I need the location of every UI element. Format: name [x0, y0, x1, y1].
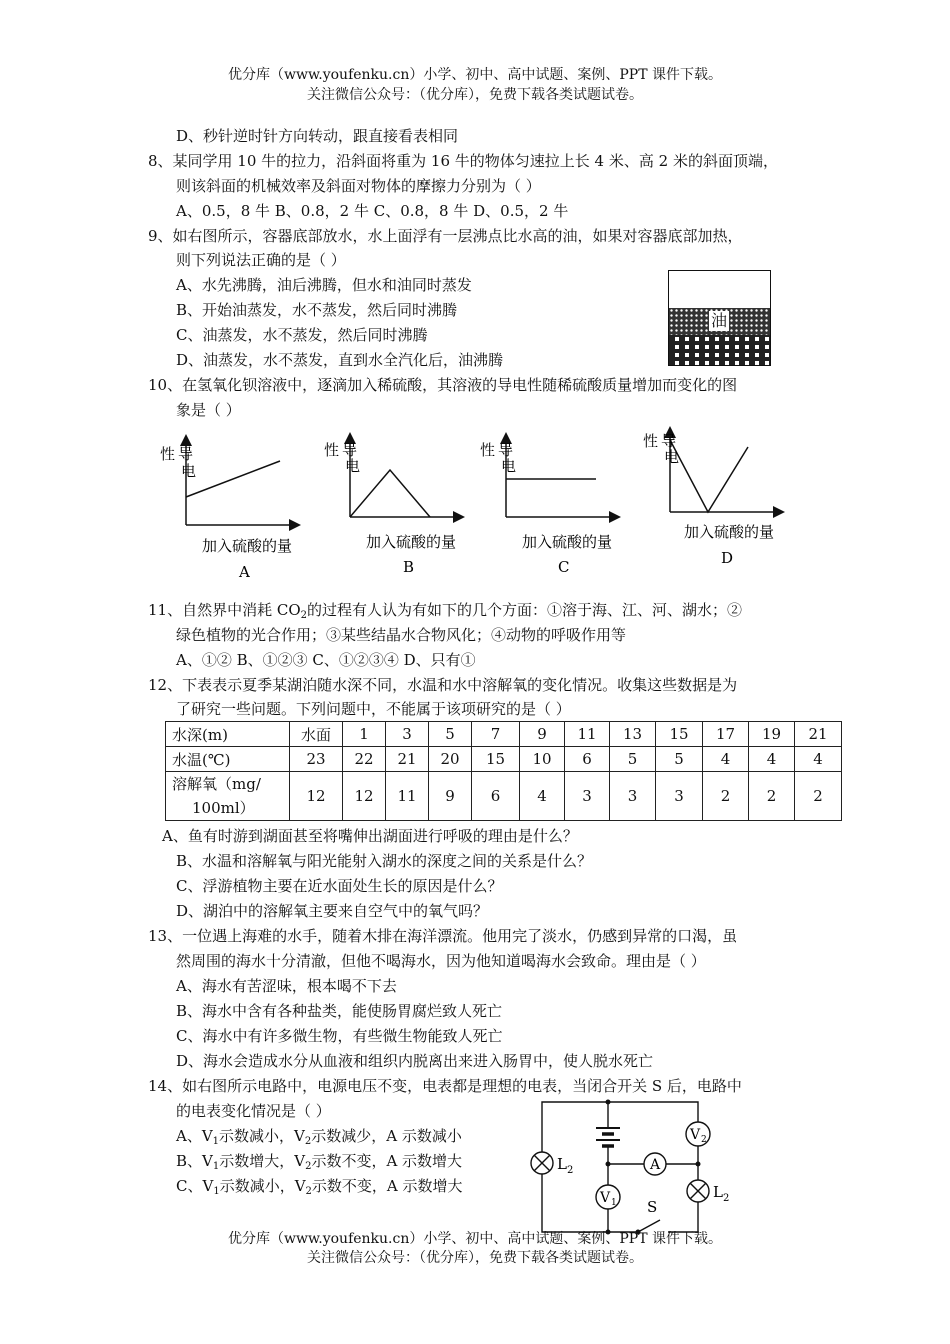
graph-d-letter: D	[721, 549, 734, 567]
table-cell: 21	[386, 747, 429, 772]
q11-line1-pre: 11、自然界中消耗 CO	[148, 601, 301, 619]
table-cell: 5	[429, 722, 472, 747]
voltmeter-2-label: V	[690, 1127, 701, 1143]
q14-option-a-text: 示数减小，V	[219, 1127, 305, 1145]
q14-option-a-sub: 1	[212, 1136, 220, 1147]
graph-a	[160, 437, 298, 581]
q14-option-c-text: 示数减小，V	[219, 1177, 306, 1195]
table-head-oxygen-line1: 溶解氧（mg/	[172, 775, 261, 793]
q8-options: A、0.5，8 牛 B、0.8，2 牛 C、0.8，8 牛 D、0.5，2 牛	[176, 202, 569, 220]
graph-c-ylabel-left: 性	[480, 441, 496, 459]
q14-option-c-sub: 1	[213, 1186, 220, 1197]
table-cell: 12	[290, 772, 343, 821]
table-cell: 6	[565, 747, 610, 772]
table-cell: 20	[429, 747, 472, 772]
lamp-right-label: L	[713, 1183, 723, 1201]
conductivity-graphs	[140, 425, 820, 585]
table-cell: 7	[472, 722, 520, 747]
graph-d-ylabel-top: 导	[661, 432, 677, 450]
table-cell: 4	[520, 772, 565, 821]
q14-option-a	[176, 1125, 462, 1153]
oil-label: 油	[711, 311, 728, 330]
table-cell: 2	[749, 772, 795, 821]
graph-d-ylabel-left: 性	[643, 432, 659, 450]
voltmeter-1-label: V	[600, 1190, 611, 1206]
lamp-left-sub: 2	[567, 1165, 574, 1176]
table-row-oxygen	[166, 772, 842, 821]
battery-icon	[596, 1128, 620, 1146]
table-cell: 12	[343, 772, 386, 821]
q14-option-c-text: C、V	[176, 1177, 214, 1195]
table-row-temp	[166, 747, 842, 772]
table-cell: 17	[703, 722, 749, 747]
table-cell: 11	[565, 722, 610, 747]
q10-line1: 10、在氢氧化钡溶液中，逐滴加入稀硫酸，其溶液的导电性随稀硫酸质量增加而变化的图	[148, 376, 738, 394]
graph-d-xlabel: 加入硫酸的量	[684, 523, 775, 541]
table-cell: 4	[703, 747, 749, 772]
table-cell: 5	[610, 747, 656, 772]
table-row-depth	[166, 722, 842, 747]
graph-a-ylabel-bottom: 电	[181, 462, 197, 480]
q12-option-b: B、水温和溶解氧与阳光能射入湖水的深度之间的关系是什么？	[176, 852, 593, 870]
q14-option-a-text: A、V	[176, 1127, 213, 1145]
q14-option-b-text: 示数增大，V	[219, 1152, 306, 1170]
q8-line2: 则该斜面的机械效率及斜面对物体的摩擦力分别为（ ）	[176, 177, 541, 195]
page-footer-line2: 关注微信公众号：（优分库），免费下载各类试题试卷。	[307, 1250, 643, 1266]
table-cell: 水面	[290, 722, 343, 747]
q13-line2: 然周围的海水十分清澈，但他不喝海水，因为他知道喝海水会致命。理由是（ ）	[176, 952, 706, 970]
table-cell: 2	[703, 772, 749, 821]
table-cell: 11	[386, 772, 429, 821]
q7-option-d: D、秒针逆时针方向转动，跟直接看表相同	[176, 127, 459, 145]
q12-option-d: D、湖泊中的溶解氧主要来自空气中的氧气吗？	[176, 902, 489, 920]
q13-option-c: C、海水中有许多微生物，有些微生物能致人死亡	[176, 1027, 503, 1045]
graph-b-ylabel-left: 性	[324, 441, 340, 459]
graph-d	[643, 429, 782, 567]
q14-option-c-sub: 2	[305, 1186, 312, 1197]
table-cell: 9	[520, 722, 565, 747]
q9-option-a: A、水先沸腾，油后沸腾，但水和油同时蒸发	[176, 276, 472, 294]
ammeter-label: A	[650, 1157, 661, 1173]
graph-b-ylabel-bottom: 电	[345, 457, 361, 475]
lamp-left-label: L	[557, 1155, 567, 1173]
graph-b-xlabel: 加入硫酸的量	[366, 533, 457, 551]
table-cell: 10	[520, 747, 565, 772]
q14-option-b-sub: 2	[305, 1161, 312, 1172]
q14-option-b-text: B、V	[176, 1152, 213, 1170]
q12-option-c: C、浮游植物主要在近水面处生长的原因是什么？	[176, 877, 503, 895]
graph-a-xlabel: 加入硫酸的量	[202, 537, 293, 555]
table-cell: 6	[472, 772, 520, 821]
table-cell: 5	[656, 747, 703, 772]
q13-line1: 13、一位遇上海难的水手，随着木排在海洋漂流。他用完了淡水，仍感到异常的口渴，虽	[148, 927, 738, 945]
q14-option-b	[176, 1150, 462, 1178]
graph-d-line	[670, 440, 748, 512]
page-header-line1: 优分库（www.youfenku.cn）小学、初中、高中试题、案例、PPT 课件下载。	[227, 67, 722, 83]
table-cell: 19	[749, 722, 795, 747]
table-cell: 3	[656, 772, 703, 821]
graph-a-ylabel-top: 导	[178, 445, 194, 463]
q14-option-c	[176, 1175, 463, 1203]
graph-c-letter: C	[558, 558, 570, 576]
q9-line1: 9、如右图所示，容器底部放水，水上面浮有一层沸点比水高的油，如果对容器底部加热，	[148, 227, 743, 245]
table-cell: 3	[565, 772, 610, 821]
graph-c-xlabel: 加入硫酸的量	[522, 533, 613, 551]
q9-option-c: C、油蒸发，水不蒸发，然后同时沸腾	[176, 326, 428, 344]
graph-c-ylabel-top: 导	[498, 441, 514, 459]
q14-option-a-text: 示数减少，A 示数减小	[311, 1127, 462, 1145]
voltmeter-1-sub: 1	[611, 1198, 617, 1208]
q11-line2: 绿色植物的光合作用；③某些结晶水合物风化；④动物的呼吸作用等	[176, 626, 627, 644]
q12-line2: 了研究一些问题。下列问题中，不能属于该项研究的是（ ）	[176, 700, 571, 718]
lamp-right-sub: 2	[723, 1193, 730, 1204]
q11-line1	[148, 599, 742, 627]
lamp-right-icon	[687, 1180, 709, 1202]
graph-b-letter: B	[403, 558, 415, 576]
table-cell: 22	[343, 747, 386, 772]
table-cell: 3	[610, 772, 656, 821]
table-cell: 9	[429, 772, 472, 821]
page-header-line2: 关注微信公众号：（优分库），免费下载各类试题试卷。	[307, 87, 643, 103]
table-cell: 2	[795, 772, 842, 821]
graph-b-line	[350, 470, 430, 517]
table-cell: 15	[656, 722, 703, 747]
table-cell: 21	[795, 722, 842, 747]
circuit-diagram	[520, 1092, 760, 1242]
q14-line1: 14、如右图所示电路中，电源电压不变，电表都是理想的电表，当闭合开关 S 后，电路中	[148, 1077, 742, 1095]
q10-line2: 象是（ ）	[176, 401, 241, 419]
q8-line1: 8、某同学用 10 牛的拉力，沿斜面将重为 16 牛的物体匀速拉上长 4 米、高 2 米的斜面顶端，	[148, 152, 778, 170]
table-cell: 23	[290, 747, 343, 772]
q11-options: A、①② B、①②③ C、①②③④ D、只有①	[176, 651, 476, 669]
q14-option-b-text: 示数不变，A 示数增大	[311, 1152, 463, 1170]
q14-line2: 的电表变化情况是（ ）	[176, 1102, 331, 1120]
graph-d-ylabel-bottom: 电	[664, 448, 680, 466]
graph-c	[480, 435, 618, 576]
q12-option-a: A、鱼有时游到湖面甚至将嘴伸出湖面进行呼吸的理由是什么？	[162, 827, 578, 845]
q13-option-b: B、海水中含有各种盐类，能使肠胃腐烂致人死亡	[176, 1002, 503, 1020]
table-cell: 4	[795, 747, 842, 772]
table-head-temp: 水温(℃)	[166, 747, 290, 772]
table-head-depth: 水深(m)	[166, 722, 290, 747]
table-cell: 1	[343, 722, 386, 747]
table-cell: 3	[386, 722, 429, 747]
lamp-left-icon	[531, 1152, 553, 1174]
graph-a-ylabel-left: 性	[160, 445, 176, 463]
q9-option-d: D、油蒸发，水不蒸发，直到水全汽化后，油沸腾	[176, 351, 504, 369]
graph-a-letter: A	[239, 563, 250, 581]
table-cell: 13	[610, 722, 656, 747]
table-head-oxygen-line2: 100ml）	[192, 799, 255, 817]
q11-line1-post: 的过程有人认为有如下的几个方面：①溶于海、江、河、湖水；②	[307, 601, 743, 619]
table-cell: 15	[472, 747, 520, 772]
page-footer-line1: 优分库（www.youfenku.cn）小学、初中、高中试题、案例、PPT 课件下载。	[227, 1231, 722, 1247]
oil-water-container-figure	[668, 270, 771, 366]
q11-line1-sub: 2	[300, 610, 308, 621]
water-layer-hatch	[669, 335, 770, 365]
q12-line1: 12、下表表示夏季某湖泊随水深不同，水温和水中溶解氧的变化情况。收集这些数据是为	[148, 676, 738, 694]
graph-b-ylabel-top: 导	[342, 441, 358, 459]
table-head-oxygen	[166, 772, 290, 821]
graph-c-ylabel-bottom: 电	[501, 457, 517, 475]
table-cell: 4	[749, 747, 795, 772]
q13-option-a: A、海水有苦涩味，根本喝不下去	[176, 977, 397, 995]
graph-b	[324, 435, 462, 576]
lake-data-table	[165, 721, 842, 821]
switch-label: S	[647, 1198, 658, 1216]
q14-option-c-text: 示数不变，A 示数增大	[311, 1177, 463, 1195]
q13-option-d: D、海水会造成水分从血液和组织内脱离出来进入肠胃中，使人脱水死亡	[176, 1052, 654, 1070]
q14-option-b-sub: 1	[212, 1161, 220, 1172]
q14-option-a-sub: 2	[304, 1136, 312, 1147]
q9-line2: 则下列说法正确的是（ ）	[176, 251, 346, 269]
q9-option-b: B、开始油蒸发，水不蒸发，然后同时沸腾	[176, 301, 458, 319]
graph-a-line	[186, 461, 280, 497]
voltmeter-2-sub: 2	[701, 1135, 707, 1145]
